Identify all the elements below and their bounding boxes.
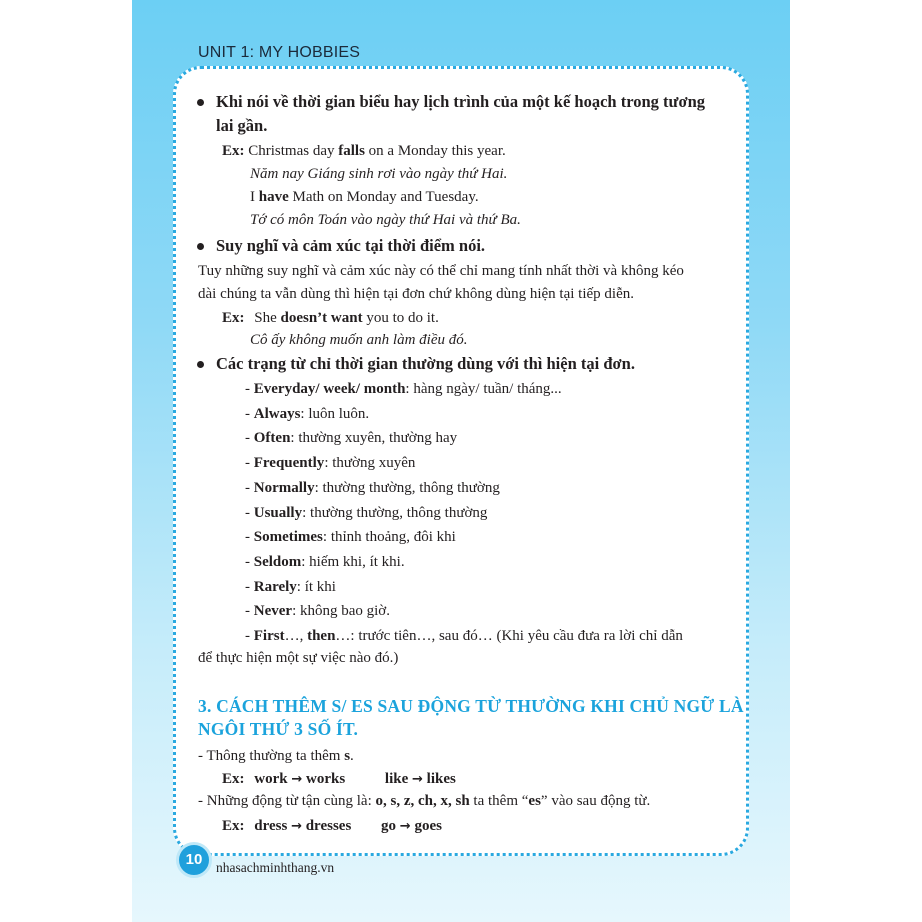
example-line: Ex: dress → dresses go → goes (222, 818, 442, 834)
list-item: - Usually: thường thường, thông thường (245, 504, 488, 521)
arrow-icon: → (412, 772, 423, 787)
example-label: Ex: (222, 143, 245, 159)
paragraph-line: Tuy những suy nghĩ và cảm xúc này có thể chỉ mang tính nhất thời và không kéo (198, 263, 684, 279)
bullet-heading-cont: lai gần. (216, 116, 268, 135)
bullet-heading: Các trạng từ chỉ thời gian thường dùng với thì hiện tại đơn. (216, 354, 635, 373)
example-translation: Năm nay Giáng sinh rơi vào ngày thứ Hai. (250, 166, 508, 182)
example-label: Ex: (222, 771, 245, 787)
example-line: Ex: Christmas day falls on a Monday this year. (222, 143, 506, 159)
unit-title: UNIT 1: MY HOBBIES (198, 44, 361, 61)
list-item: - Always: luôn luôn. (245, 405, 370, 422)
example-line: Ex: work → works like → likes (222, 771, 456, 787)
page-number-badge: 10 (176, 842, 212, 878)
section-heading-cont: NGÔI THỨ 3 SỐ ÍT. (198, 719, 359, 739)
section-heading: 3. CÁCH THÊM S/ ES SAU ĐỘNG TỪ THƯỜNG KHI CHỦ NGỮ LÀ (198, 696, 744, 716)
bullet-heading: Suy nghĩ và cảm xúc tại thời điểm nói. (216, 236, 486, 255)
list-item: - Never: không bao giờ. (245, 603, 390, 620)
list-item-cont: để thực hiện một sự việc nào đó.) (198, 650, 399, 666)
list-item: - Everyday/ week/ month: hàng ngày/ tuần/ tháng... (245, 381, 562, 397)
bullet-heading: Khi nói về thời gian biểu hay lịch trình của một kế hoạch trong tương (216, 92, 706, 111)
rule-line: - Thông thường ta thêm s. (198, 748, 354, 764)
list-item: - Rarely: ít khi (245, 578, 336, 595)
paragraph-line: dài chúng ta vẫn dùng thì hiện tại đơn chứ không dùng hiện tại tiếp diễn. (198, 286, 634, 302)
list-item: - Often: thường xuyên, thường hay (245, 430, 458, 447)
bullet-dot (197, 99, 204, 106)
rule-line: - Những động từ tận cùng là: o, s, z, ch, x, sh ta thêm “es” vào sau động từ. (198, 793, 651, 809)
list-item: - Seldom: hiếm khi, ít khi. (245, 553, 405, 570)
arrow-icon: → (291, 772, 303, 787)
bullet-dot (197, 361, 204, 368)
example-translation: Tớ có môn Toán vào ngày thứ Hai và thứ Ba. (250, 212, 521, 228)
example-line: I have Math on Monday and Tuesday. (250, 189, 479, 205)
example-label: Ex: (222, 818, 245, 834)
example-label: Ex: (222, 310, 245, 326)
arrow-icon: → (291, 819, 302, 834)
list-item: - Sometimes: thỉnh thoảng, đôi khi (245, 529, 456, 546)
example-line: Ex: She doesn’t want you to do it. (222, 310, 439, 326)
list-item: - Frequently: thường xuyên (245, 455, 416, 472)
arrow-icon: → (399, 819, 411, 834)
list-item: - First…, then…: trước tiên…, sau đó… (Khi yêu cầu đưa ra lời chỉ dẫn (245, 628, 683, 644)
bullet-dot (197, 243, 204, 250)
website-text: nhasachminhthang.vn (216, 860, 335, 875)
example-translation: Cô ấy không muốn anh làm điều đó. (250, 332, 468, 348)
list-item: - Normally: thường thường, thông thường (245, 479, 500, 496)
